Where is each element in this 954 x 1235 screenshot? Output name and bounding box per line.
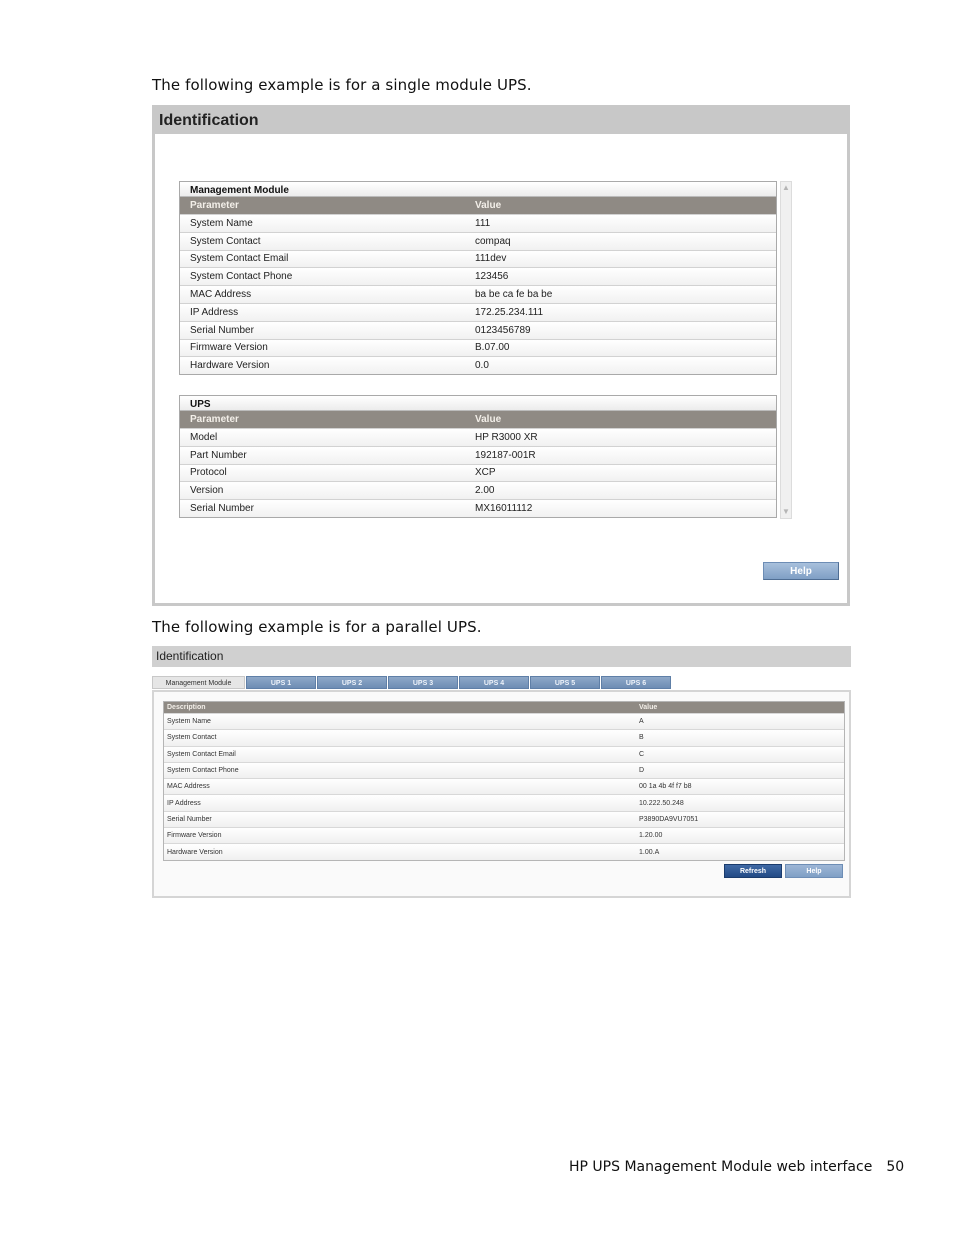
table-row — [180, 232, 776, 250]
tab-ups-4[interactable]: UPS 4 — [459, 676, 529, 689]
parameter-cell: System Contact Email — [167, 750, 236, 758]
intro-parallel: The following example is for a parallel UPS. — [152, 618, 482, 636]
parameter-cell: Serial Number — [190, 324, 254, 336]
page-number: 50 — [886, 1159, 905, 1175]
value-cell: 00 1a 4b 4f f7 b8 — [639, 783, 692, 791]
parameter-cell: System Contact — [167, 734, 217, 742]
management-module-table — [179, 181, 777, 375]
page-footer — [569, 1159, 904, 1175]
value-cell: XCP — [475, 467, 496, 479]
title-bar — [152, 646, 851, 667]
value-cell: HP R3000 XR — [475, 431, 538, 443]
help-button[interactable]: Help — [785, 864, 843, 878]
value-cell: 1.20.00 — [639, 832, 663, 840]
identification-screenshot-single — [152, 105, 850, 606]
value-cell: 111 — [475, 217, 491, 229]
tab-ups-2[interactable]: UPS 2 — [317, 676, 387, 689]
value-cell: compaq — [475, 235, 511, 247]
page-title: Identification — [156, 649, 224, 663]
parameter-cell: MAC Address — [190, 289, 252, 301]
table-caption: UPS — [180, 396, 776, 411]
parameter-cell: Protocol — [190, 467, 227, 479]
parameter-cell: System Name — [167, 718, 211, 726]
scroll-up-arrow-icon[interactable]: ▲ — [782, 183, 790, 192]
value-cell: 1.00.A — [639, 848, 660, 856]
table-row — [164, 746, 844, 762]
column-header-description: Description — [167, 704, 206, 711]
parameter-cell: Serial Number — [167, 815, 212, 823]
table-row — [164, 843, 844, 859]
value-cell: 172.25.234.111 — [475, 306, 544, 318]
table-caption: Management Module — [180, 182, 776, 197]
value-cell: B — [639, 734, 644, 742]
table-row — [164, 778, 844, 794]
table-row — [180, 464, 776, 482]
table-row — [180, 446, 776, 464]
parameter-cell: Version — [190, 485, 224, 497]
table-header — [164, 702, 844, 713]
table-row — [180, 356, 776, 374]
parameter-cell: System Contact — [190, 235, 261, 247]
column-header-parameter: Parameter — [190, 414, 239, 425]
value-cell: A — [639, 718, 644, 726]
table-row — [164, 827, 844, 843]
table-row — [180, 285, 776, 303]
tab-ups-3[interactable]: UPS 3 — [388, 676, 458, 689]
table-row — [180, 303, 776, 321]
value-cell: MX16011112 — [475, 503, 533, 515]
parameter-cell: Part Number — [190, 449, 247, 461]
column-header-parameter: Parameter — [190, 200, 239, 211]
table-row — [180, 499, 776, 517]
table-row — [164, 729, 844, 745]
tab-ups-6[interactable]: UPS 6 — [601, 676, 671, 689]
table-row — [164, 811, 844, 827]
value-cell: ba be ca fe ba be — [475, 289, 553, 301]
parameter-cell: System Name — [190, 217, 253, 229]
identification-screenshot-parallel — [152, 646, 851, 898]
value-cell: C — [639, 750, 645, 758]
tab-management-module[interactable]: Management Module — [152, 676, 245, 689]
parameter-cell: Firmware Version — [190, 342, 268, 354]
table-row — [180, 481, 776, 499]
table-row — [180, 321, 776, 339]
value-cell: 2.00 — [475, 485, 495, 497]
table-row — [164, 794, 844, 810]
value-cell: 10.222.50.248 — [639, 799, 684, 807]
refresh-button[interactable]: Refresh — [724, 864, 782, 878]
parameter-cell: Firmware Version — [167, 832, 222, 840]
column-header-value: Value — [475, 414, 502, 425]
table-header — [180, 197, 776, 214]
parameter-cell: Hardware Version — [167, 848, 223, 856]
intro-single-module: The following example is for a single module UPS. — [152, 76, 532, 94]
table-row — [180, 267, 776, 285]
value-cell: 0123456789 — [475, 324, 531, 336]
parameter-cell: Serial Number — [190, 503, 254, 515]
table-row — [164, 762, 844, 778]
table-row — [180, 339, 776, 357]
title-bar — [155, 108, 847, 134]
value-cell: 192187-001R — [475, 449, 536, 461]
parameter-cell: System Contact Email — [190, 253, 289, 265]
table-header — [180, 411, 776, 428]
help-button[interactable]: Help — [763, 562, 839, 580]
footer-text: HP UPS Management Module web interface — [569, 1159, 873, 1175]
value-cell: B.07.00 — [475, 342, 510, 354]
tab-bar — [152, 676, 672, 689]
parameter-cell: IP Address — [167, 799, 201, 807]
parameter-cell: Model — [190, 431, 218, 443]
value-cell: 0.0 — [475, 360, 489, 372]
table-row — [164, 713, 844, 729]
value-cell: 111dev — [475, 253, 507, 265]
table-row — [180, 214, 776, 232]
parameter-cell: IP Address — [190, 306, 239, 318]
value-cell: D — [639, 767, 645, 775]
ups-table — [179, 395, 777, 518]
management-module-table — [163, 701, 845, 861]
parameter-cell: System Contact Phone — [190, 271, 293, 283]
value-cell: 123456 — [475, 271, 509, 283]
parameter-cell: MAC Address — [167, 783, 210, 791]
parameter-cell: Hardware Version — [190, 360, 270, 372]
parameter-cell: System Contact Phone — [167, 767, 239, 775]
column-header-value: Value — [475, 200, 502, 211]
table-row — [180, 428, 776, 446]
table-row — [180, 250, 776, 268]
page-title: Identification — [159, 112, 259, 129]
column-header-value: Value — [639, 704, 658, 711]
scroll-down-arrow-icon[interactable]: ▼ — [782, 507, 790, 516]
vertical-scrollbar[interactable] — [780, 181, 792, 519]
tab-ups-5[interactable]: UPS 5 — [530, 676, 600, 689]
tab-ups-1[interactable]: UPS 1 — [246, 676, 316, 689]
value-cell: P3890DA9VU7051 — [639, 815, 699, 823]
